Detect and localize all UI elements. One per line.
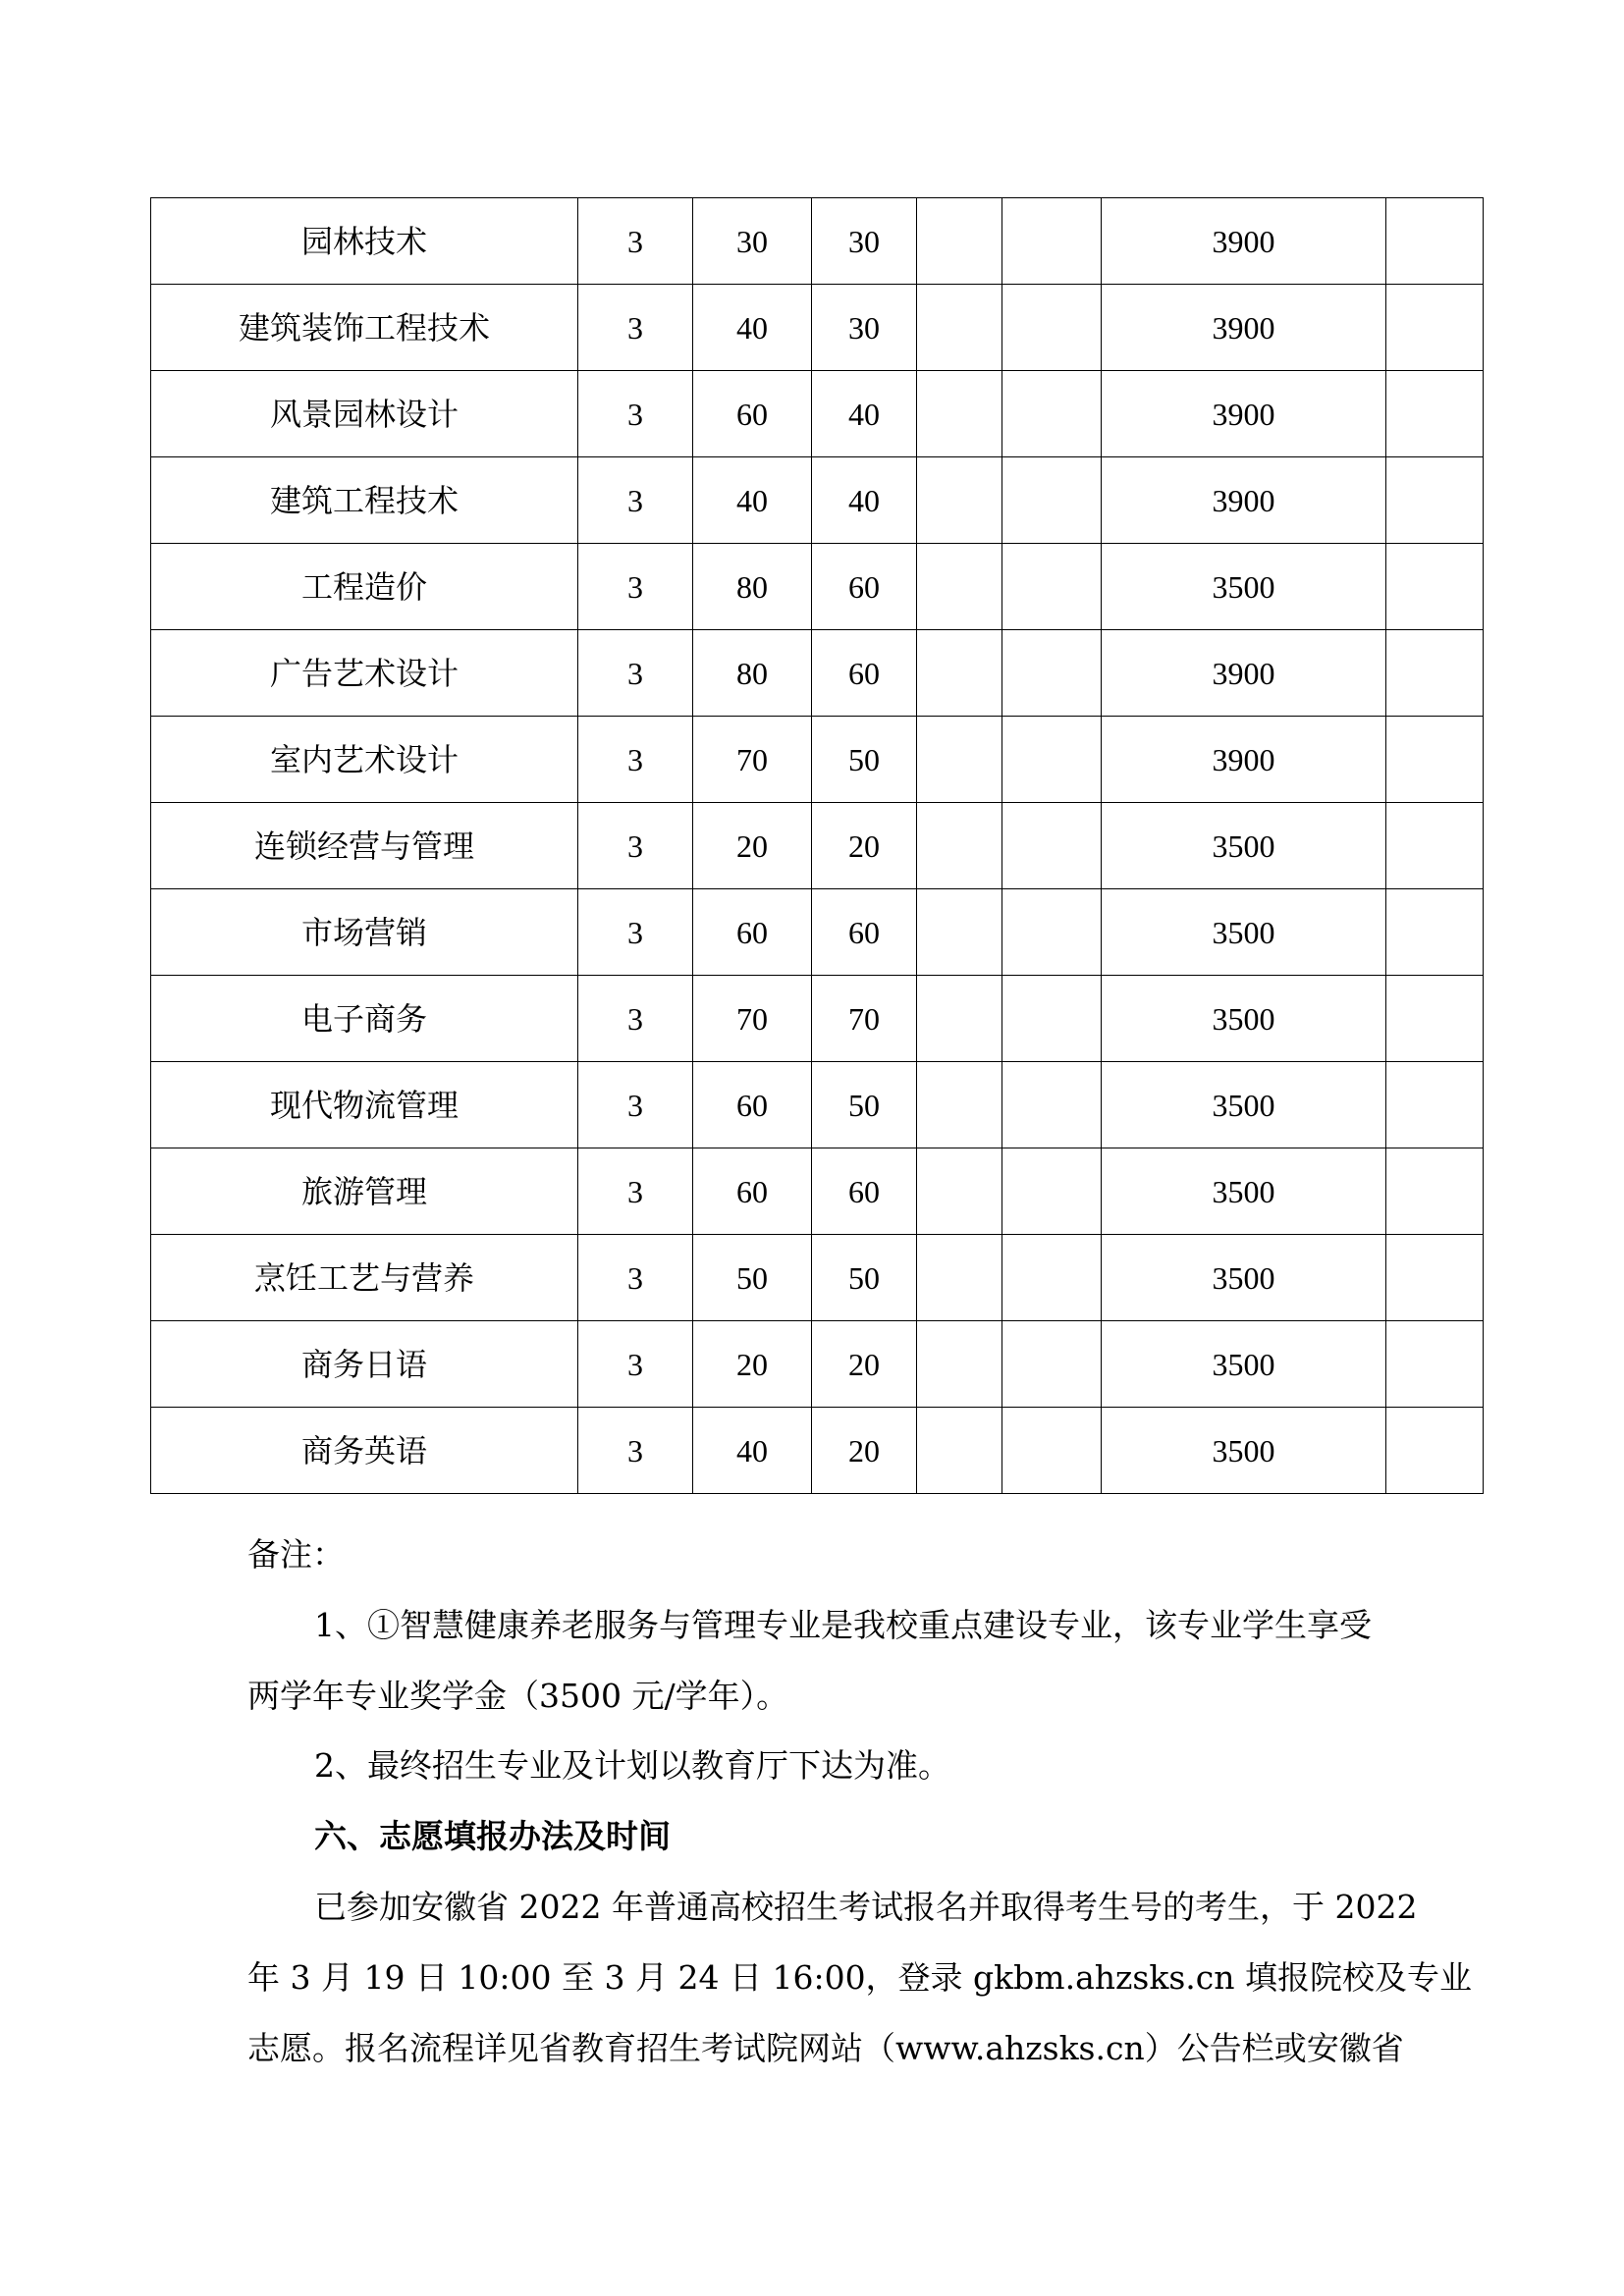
plan-cell: 80: [693, 544, 812, 630]
remark-cell: [1386, 285, 1484, 371]
remark-cell: [1386, 1408, 1484, 1494]
years-cell: 3: [578, 1321, 693, 1408]
section-6-line-1: 已参加安徽省 2022 年普通高校招生考试报名并取得考生号的考生，于 2022: [314, 1888, 1418, 1926]
empty-cell: [917, 285, 1002, 371]
note-1-line-1: 1、①智慧健康养老服务与管理专业是我校重点建设专业，该专业学生享受: [314, 1606, 1372, 1644]
table-row: [151, 544, 1484, 630]
major-name-cell: 工程造价: [151, 544, 578, 630]
tuition-cell: 3900: [1102, 717, 1386, 803]
years-cell: 3: [578, 1235, 693, 1321]
section-6-heading: 六、志愿填报办法及时间: [314, 1817, 671, 1855]
plan-cell: 40: [693, 1408, 812, 1494]
plan-2-cell: 60: [812, 544, 917, 630]
empty-cell: [917, 457, 1002, 544]
table-row: [151, 803, 1484, 889]
plan-cell: 70: [693, 717, 812, 803]
table-row: [151, 457, 1484, 544]
table-row: [151, 1408, 1484, 1494]
tuition-cell: 3500: [1102, 889, 1386, 976]
plan-cell: 20: [693, 803, 812, 889]
years-cell: 3: [578, 1408, 693, 1494]
empty-cell: [1002, 1235, 1102, 1321]
empty-cell: [917, 544, 1002, 630]
remark-cell: [1386, 544, 1484, 630]
major-name-cell: 风景园林设计: [151, 371, 578, 457]
empty-cell: [917, 976, 1002, 1062]
tuition-cell: 3500: [1102, 1062, 1386, 1148]
remark-cell: [1386, 889, 1484, 976]
plan-cell: 40: [693, 285, 812, 371]
tuition-cell: 3900: [1102, 371, 1386, 457]
empty-cell: [917, 630, 1002, 717]
years-cell: 3: [578, 889, 693, 976]
plan-2-cell: 60: [812, 889, 917, 976]
major-name-cell: 室内艺术设计: [151, 717, 578, 803]
plan-cell: 70: [693, 976, 812, 1062]
years-cell: 3: [578, 1148, 693, 1235]
major-name-cell: 商务英语: [151, 1408, 578, 1494]
remark-cell: [1386, 457, 1484, 544]
empty-cell: [1002, 717, 1102, 803]
table-row: [151, 1062, 1484, 1148]
years-cell: 3: [578, 457, 693, 544]
tuition-cell: 3500: [1102, 1148, 1386, 1235]
plan-2-cell: 20: [812, 803, 917, 889]
majors-table-container: [150, 197, 1483, 1494]
major-name-cell: 电子商务: [151, 976, 578, 1062]
years-cell: 3: [578, 630, 693, 717]
plan-cell: 40: [693, 457, 812, 544]
tuition-cell: 3900: [1102, 198, 1386, 285]
majors-table: [150, 197, 1484, 1494]
table-row: [151, 630, 1484, 717]
table-row: [151, 976, 1484, 1062]
remark-cell: [1386, 803, 1484, 889]
plan-2-cell: 60: [812, 630, 917, 717]
empty-cell: [917, 1408, 1002, 1494]
remark-cell: [1386, 1148, 1484, 1235]
plan-cell: 60: [693, 1148, 812, 1235]
years-cell: 3: [578, 544, 693, 630]
empty-cell: [1002, 803, 1102, 889]
years-cell: 3: [578, 976, 693, 1062]
empty-cell: [1002, 457, 1102, 544]
remark-cell: [1386, 630, 1484, 717]
major-name-cell: 烹饪工艺与营养: [151, 1235, 578, 1321]
table-row: [151, 371, 1484, 457]
remark-cell: [1386, 717, 1484, 803]
plan-2-cell: 40: [812, 457, 917, 544]
major-name-cell: 商务日语: [151, 1321, 578, 1408]
plan-2-cell: 30: [812, 198, 917, 285]
empty-cell: [917, 1148, 1002, 1235]
empty-cell: [1002, 198, 1102, 285]
plan-cell: 20: [693, 1321, 812, 1408]
plan-cell: 60: [693, 889, 812, 976]
remark-cell: [1386, 1235, 1484, 1321]
table-row: [151, 1235, 1484, 1321]
plan-2-cell: 20: [812, 1321, 917, 1408]
empty-cell: [917, 717, 1002, 803]
empty-cell: [1002, 1148, 1102, 1235]
major-name-cell: 建筑装饰工程技术: [151, 285, 578, 371]
remark-cell: [1386, 1321, 1484, 1408]
years-cell: 3: [578, 285, 693, 371]
plan-2-cell: 20: [812, 1408, 917, 1494]
table-row: [151, 1148, 1484, 1235]
tuition-cell: 3500: [1102, 803, 1386, 889]
empty-cell: [1002, 1062, 1102, 1148]
major-name-cell: 现代物流管理: [151, 1062, 578, 1148]
remark-cell: [1386, 198, 1484, 285]
empty-cell: [917, 1235, 1002, 1321]
empty-cell: [1002, 371, 1102, 457]
plan-2-cell: 50: [812, 1062, 917, 1148]
plan-cell: 60: [693, 371, 812, 457]
major-name-cell: 园林技术: [151, 198, 578, 285]
tuition-cell: 3500: [1102, 1321, 1386, 1408]
plan-cell: 30: [693, 198, 812, 285]
tuition-cell: 3900: [1102, 285, 1386, 371]
major-name-cell: 市场营销: [151, 889, 578, 976]
plan-cell: 60: [693, 1062, 812, 1148]
years-cell: 3: [578, 198, 693, 285]
empty-cell: [917, 1321, 1002, 1408]
empty-cell: [917, 889, 1002, 976]
tuition-cell: 3900: [1102, 457, 1386, 544]
tuition-cell: 3500: [1102, 1408, 1386, 1494]
table-row: [151, 285, 1484, 371]
plan-2-cell: 50: [812, 717, 917, 803]
major-name-cell: 连锁经营与管理: [151, 803, 578, 889]
years-cell: 3: [578, 1062, 693, 1148]
plan-cell: 80: [693, 630, 812, 717]
tuition-cell: 3500: [1102, 976, 1386, 1062]
empty-cell: [917, 198, 1002, 285]
empty-cell: [1002, 544, 1102, 630]
plan-2-cell: 70: [812, 976, 917, 1062]
section-6-line-2: 年 3 月 19 日 10:00 至 3 月 24 日 16:00，登录 gkbm.ahzsks.cn 填报院校及专业: [247, 1958, 1472, 1997]
remark-cell: [1386, 371, 1484, 457]
empty-cell: [1002, 1408, 1102, 1494]
plan-cell: 50: [693, 1235, 812, 1321]
empty-cell: [1002, 1321, 1102, 1408]
major-name-cell: 旅游管理: [151, 1148, 578, 1235]
majors-table-body: [151, 198, 1484, 1494]
note-1-line-2: 两学年专业奖学金（3500 元/学年）。: [247, 1677, 789, 1715]
years-cell: 3: [578, 717, 693, 803]
years-cell: 3: [578, 371, 693, 457]
note-2: 2、最终招生专业及计划以教育厅下达为准。: [314, 1746, 950, 1785]
empty-cell: [917, 803, 1002, 889]
years-cell: 3: [578, 803, 693, 889]
notes-label: 备注：: [247, 1535, 345, 1574]
plan-2-cell: 40: [812, 371, 917, 457]
major-name-cell: 建筑工程技术: [151, 457, 578, 544]
plan-2-cell: 50: [812, 1235, 917, 1321]
empty-cell: [1002, 285, 1102, 371]
remark-cell: [1386, 1062, 1484, 1148]
table-row: [151, 889, 1484, 976]
tuition-cell: 3500: [1102, 544, 1386, 630]
empty-cell: [1002, 889, 1102, 976]
tuition-cell: 3900: [1102, 630, 1386, 717]
plan-2-cell: 30: [812, 285, 917, 371]
table-row: [151, 198, 1484, 285]
empty-cell: [917, 1062, 1002, 1148]
table-row: [151, 1321, 1484, 1408]
plan-2-cell: 60: [812, 1148, 917, 1235]
major-name-cell: 广告艺术设计: [151, 630, 578, 717]
tuition-cell: 3500: [1102, 1235, 1386, 1321]
empty-cell: [917, 371, 1002, 457]
empty-cell: [1002, 630, 1102, 717]
remark-cell: [1386, 976, 1484, 1062]
section-6-line-3: 志愿。报名流程详见省教育招生考试院网站（www.ahzsks.cn）公告栏或安徽省: [247, 2029, 1404, 2067]
empty-cell: [1002, 976, 1102, 1062]
table-row: [151, 717, 1484, 803]
